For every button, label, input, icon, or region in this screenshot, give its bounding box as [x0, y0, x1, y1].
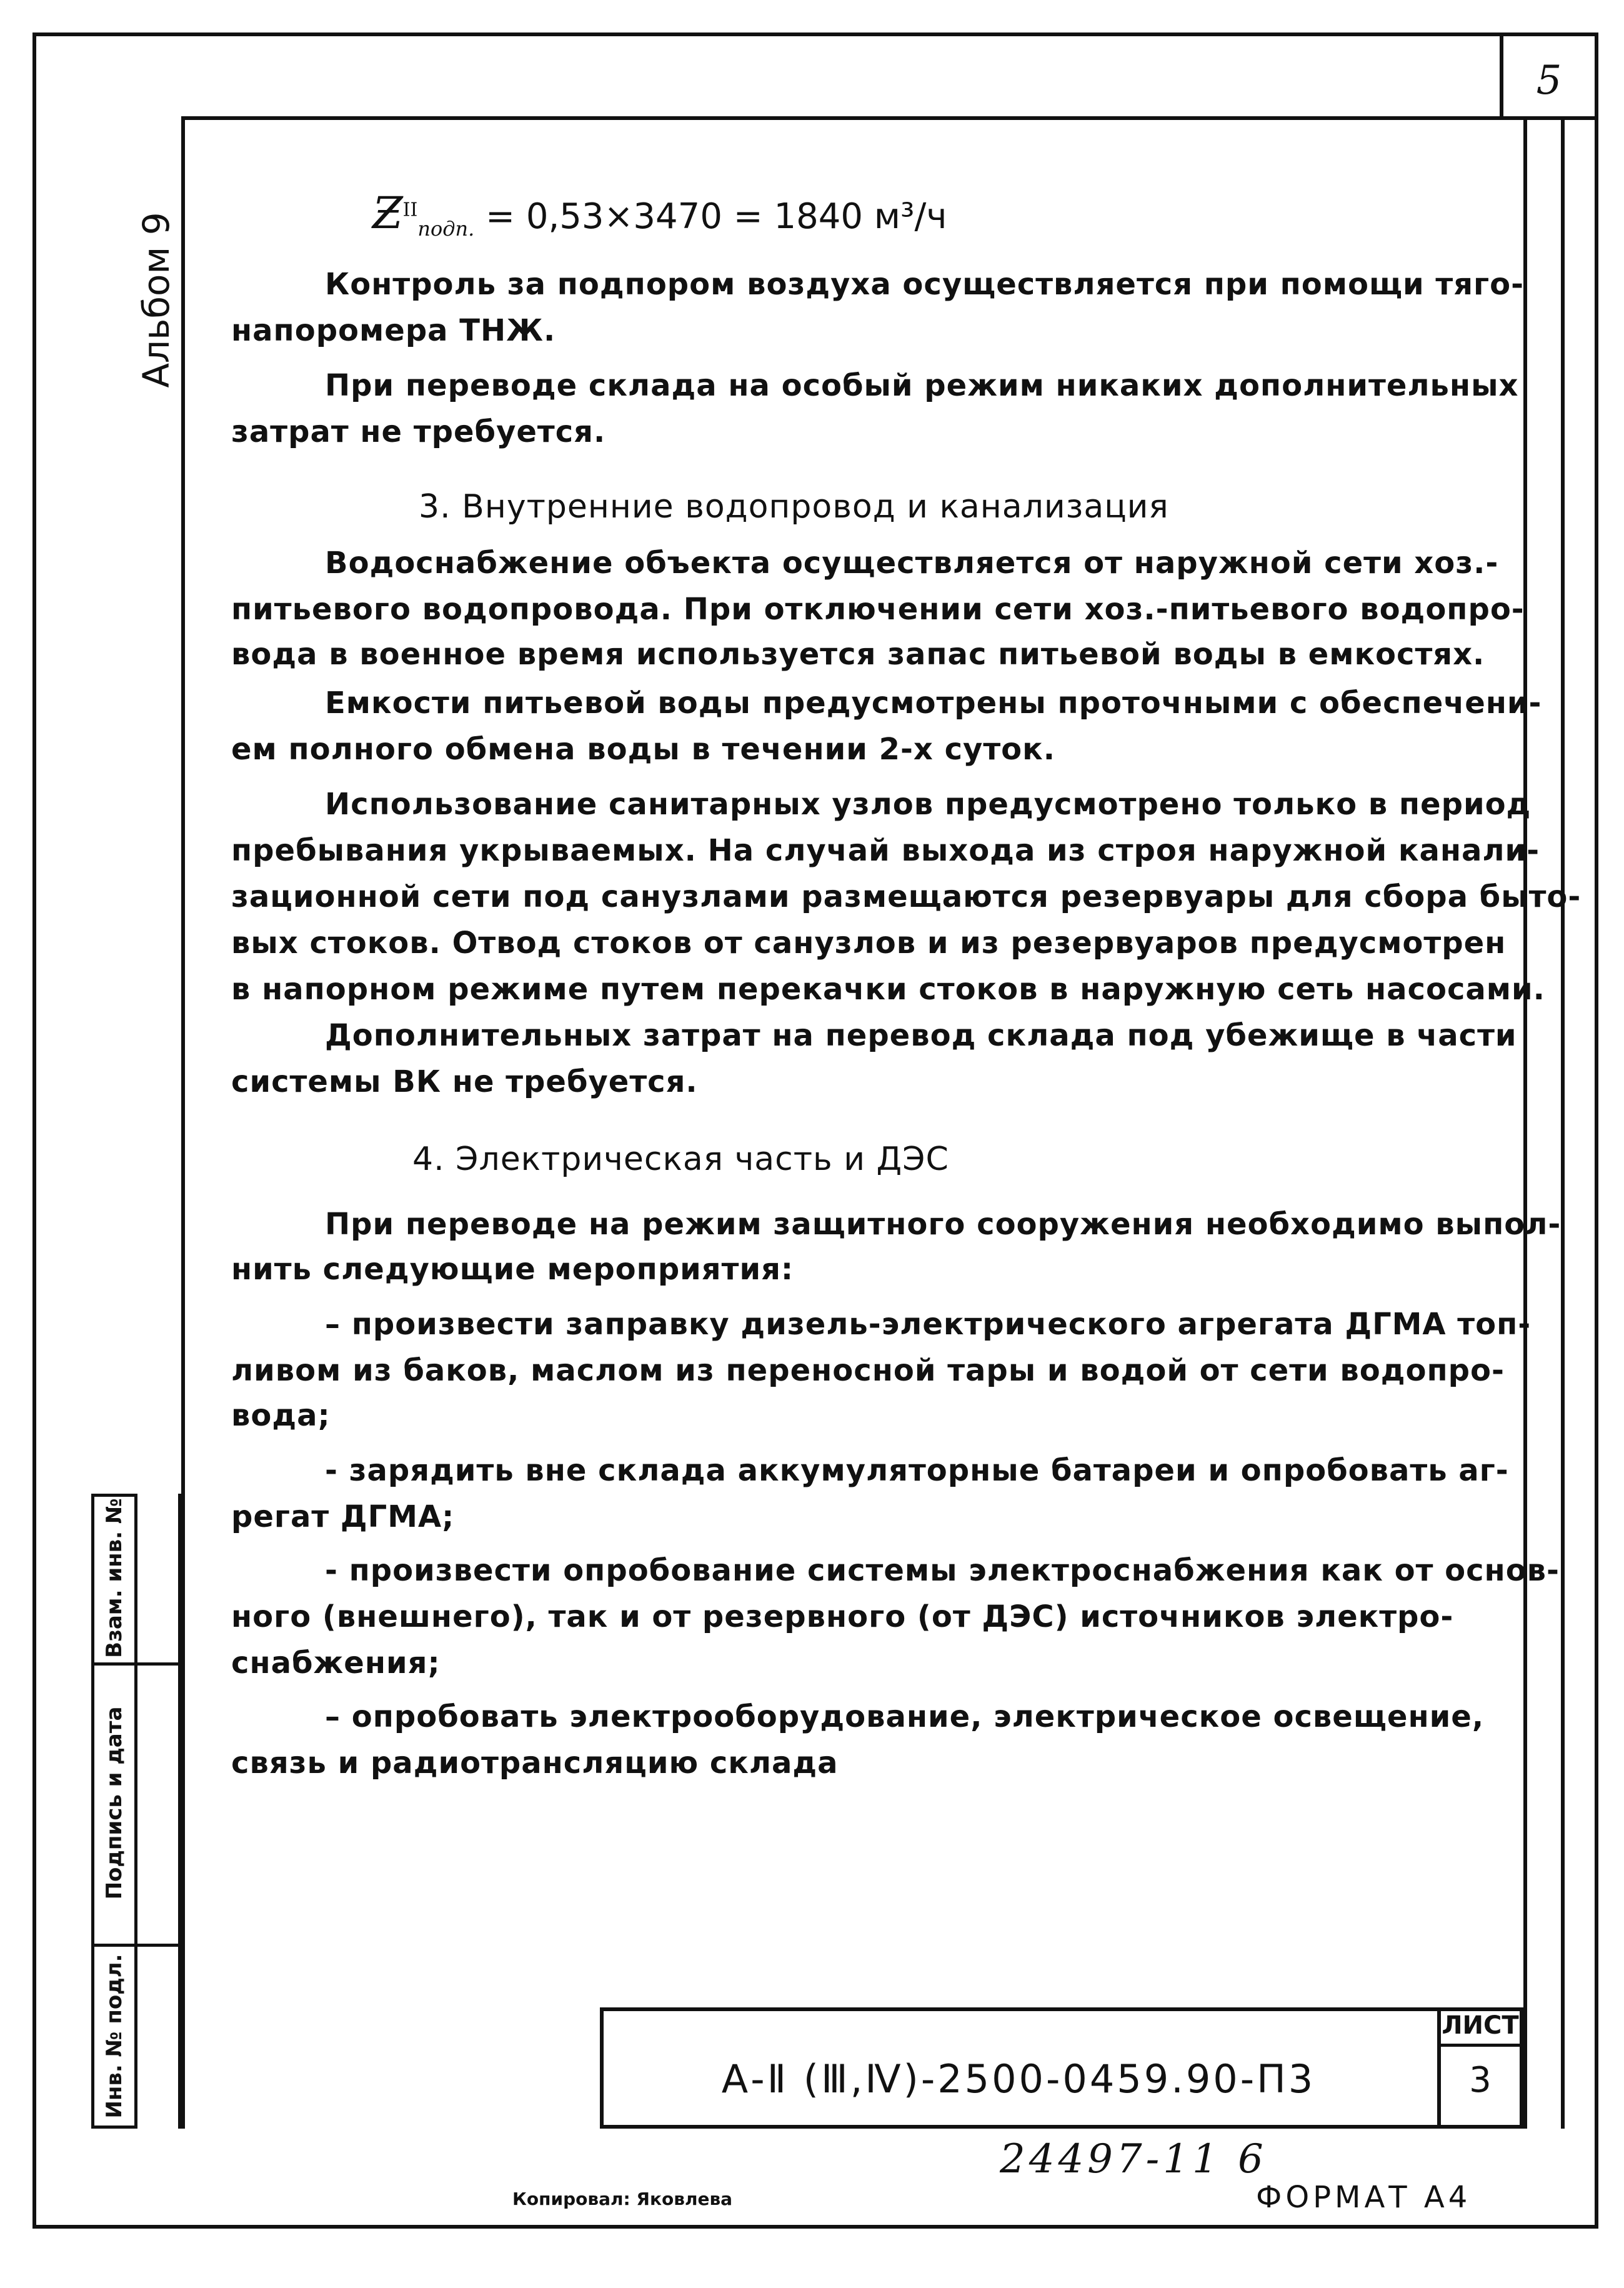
text-line: ем полного обмена воды в течении 2-х суток.	[231, 732, 1055, 767]
text-line: вых стоков. Отвод стоков от санузлов и из резервуаров предусмотрен	[231, 926, 1507, 961]
text-line: зационной сети под санузлами размещаются резервуары для сбора быто-	[231, 879, 1582, 914]
album-label: Альбом 9	[135, 212, 177, 388]
text-line: Контроль за подпором воздуха осуществляется при помощи тяго-	[325, 267, 1524, 302]
sheet-number: 5	[1536, 57, 1562, 104]
text-line: - зарядить вне склада аккумуляторные батареи и опробовать аг-	[325, 1453, 1509, 1488]
text-line: напоромера ТНЖ.	[231, 313, 556, 348]
document-code: А-Ⅱ (Ⅲ,Ⅳ)-2500-0459.90-П3	[721, 2056, 1316, 2102]
right-margin-bar	[1523, 116, 1565, 2129]
text-line: Водоснабжение объекта осуществляется от наружной сети хоз.-	[325, 546, 1499, 581]
text-line: При переводе на режим защитного сооружения необходимо выпол-	[325, 1207, 1562, 1242]
formula: $Ƶ^{II}_{подп.} = 0,53\times 3470 = 1840$ м³/ч	[372, 187, 947, 241]
paper-format: ФОРМАТ А4	[1256, 2180, 1472, 2215]
text-line: – опробовать электрооборудование, электрическое освещение,	[325, 1699, 1485, 1734]
text-line: затрат не требуется.	[231, 414, 606, 449]
text-line: - произвести опробование системы электроснабжения как от основ-	[325, 1553, 1560, 1588]
text-line: ливом из баков, маслом из переносной тары и водой от сети водопро-	[231, 1353, 1505, 1388]
text-line: Дополнительных затрат на перевод склада под убежище в части	[325, 1018, 1517, 1053]
sheet-page-number: 3	[1469, 2060, 1492, 2101]
text-line: Емкости питьевой воды предусмотрены проточными с обеспечени-	[325, 686, 1542, 721]
inventory-number: 24497-11 6	[1000, 2136, 1267, 2182]
text-line: питьевого водопровода. При отключении сети хоз.-питьевого водопро-	[231, 592, 1525, 627]
text-line: При переводе склада на особый режим никаких дополнительных	[325, 368, 1519, 403]
section-3-heading: 3. Внутренние водопровод и канализация	[419, 488, 1169, 526]
text-line: в напорном режиме путем перекачки стоков в наружную сеть насосами.	[231, 972, 1545, 1007]
copied-by: Копировал: Яковлева	[512, 2189, 733, 2209]
section-4-heading: 4. Электрическая часть и ДЭС	[412, 1141, 949, 1178]
text-line: вода;	[231, 1398, 331, 1433]
text-line: системы ВК не требуется.	[231, 1064, 698, 1099]
stamp-podpis-data: Подпись и дата	[102, 1706, 127, 1900]
text-line: вода в военное время используется запас питьевой воды в емкостях.	[231, 637, 1485, 672]
stamp-vzam-inv: Взам. инв. №	[102, 1498, 127, 1658]
text-line: – произвести заправку дизель-электрического агрегата ДГМА топ-	[325, 1307, 1532, 1342]
text-line: регат ДГМА;	[231, 1499, 455, 1534]
text-line: Использование санитарных узлов предусмотрено только в период	[325, 787, 1532, 822]
text-line: связь и радиотрансляцию склада	[231, 1746, 839, 1781]
stamp-inv-podl: Инв. № подл.	[102, 1954, 127, 2119]
text-line: ного (внешнего), так и от резервного (от ДЭС) источников электро-	[231, 1599, 1454, 1634]
sheet-cell-divider	[1437, 2044, 1523, 2047]
text-line: снабжения;	[231, 1646, 441, 1681]
text-line: пребывания укрываемых. На случай выхода из строя наружной канали-	[231, 833, 1540, 868]
text-line: нить следующие мероприятия:	[231, 1252, 794, 1287]
sheet-label: ЛИСТ	[1442, 2011, 1519, 2040]
